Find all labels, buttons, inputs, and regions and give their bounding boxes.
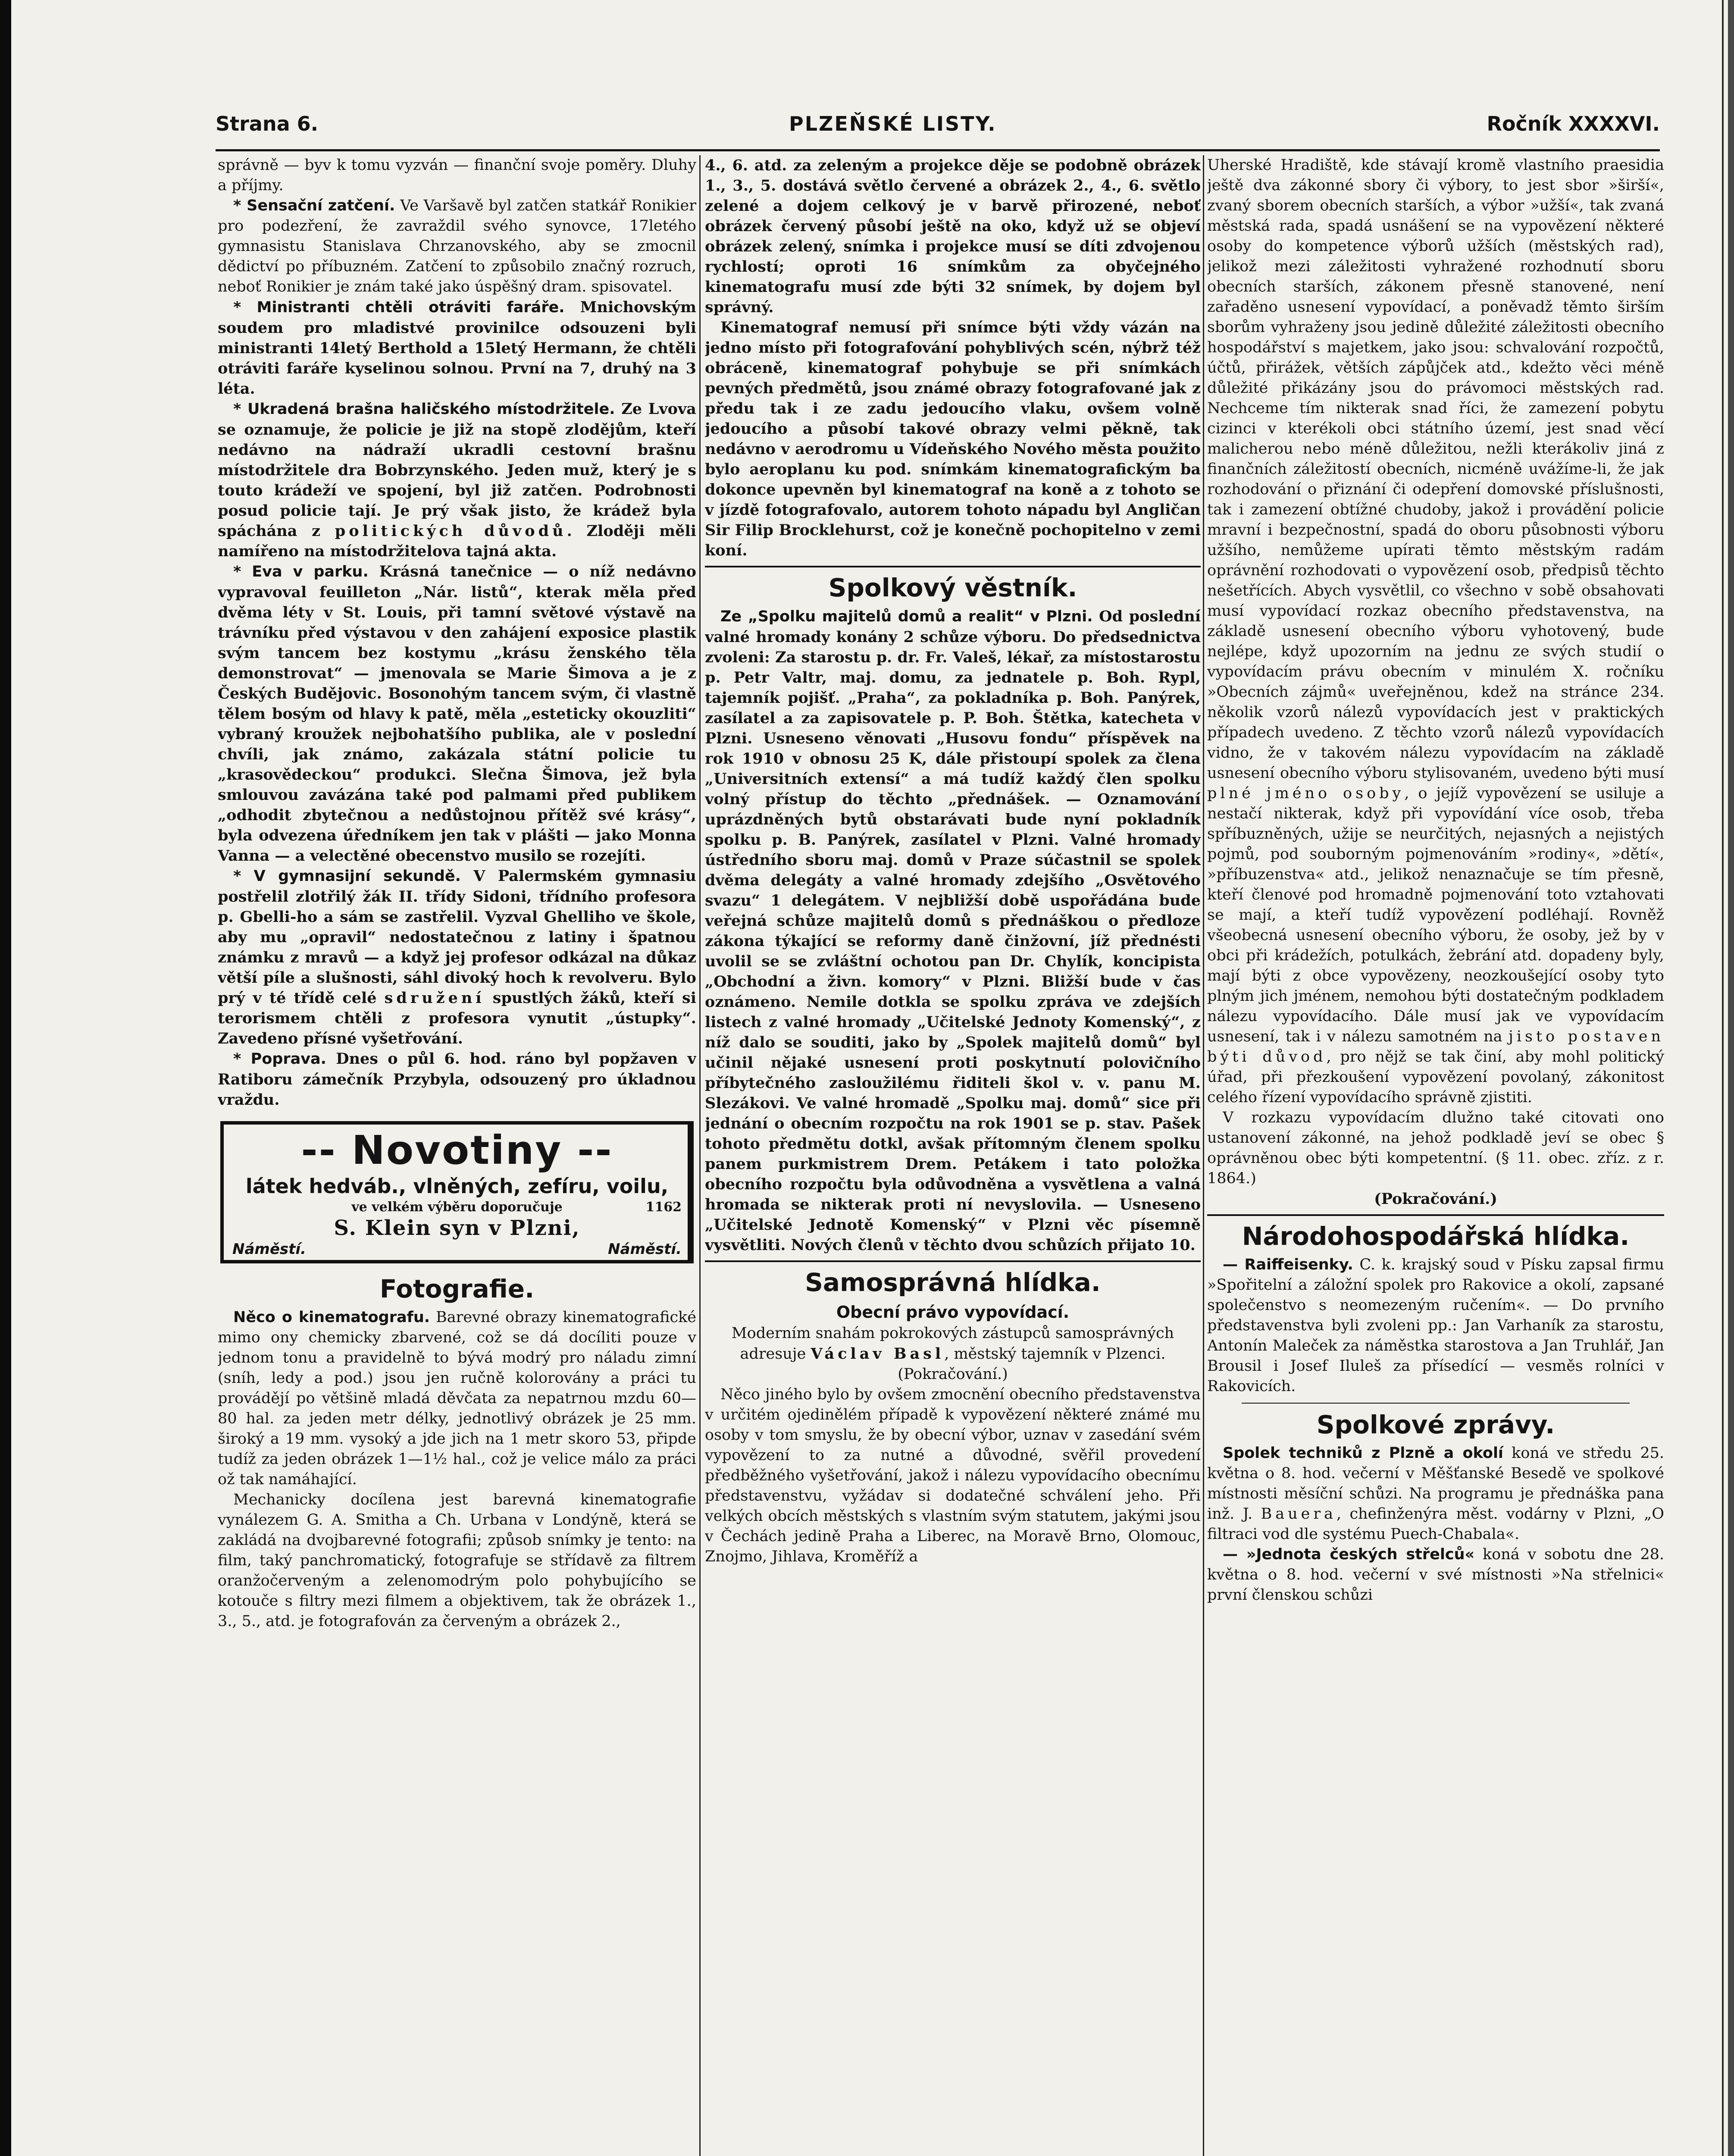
article-gymnasijni-sekunda: [218, 866, 696, 1049]
article-text: Ze Lvova se oznamuje, že policie je již na stopě zlodějům, kteří nedávno na nádraží ukradli cestovní brašnu místodržitele dra Bobrzynského. Jeden muž, který je s touto krádeží ve spojení, byl již zatčen. Podrobnosti posud policie tají. Je prý však jisto, že krádež byla spáchána z: [218, 400, 696, 540]
ad-line: látek hedváb., vlněných, zefíru, voilu,: [245, 1175, 669, 1198]
article-raiffeisenky: [1207, 1255, 1664, 1397]
section-title-fotografie: Fotografie.: [379, 1274, 535, 1304]
article-eva-v-parku: [218, 561, 696, 866]
column-rule-2: [1203, 155, 1204, 2156]
article-spolek-techniku: [1207, 1443, 1664, 1545]
section-rule: [705, 566, 1201, 567]
page-number: Strana 6.: [216, 112, 319, 135]
article-obecni-pravo: Něco jiného bylo by ovšem zmocnění obecního představenstva v určitém ojedinělém případě k vypovězení některé známé mu osoby v tom smyslu, že by obecní výbor, uznav v zasedání svém vypovězení to za nutné a důvodné, svěřil provedení předběžného vyšetřování, jakož i nálezu vypovídacího obecnímu představenstvu, vyžádav si dodatečné schválení jeho. Při velkých obcích městských s vlastním svým statutem, jakými jsou v Čechách jedině Praha a Liberec, na Moravě Brno, Olomouc, Znojmo, Jihlava, Kroměříž a: [705, 1386, 1201, 1565]
article-kinematograf-cont: 4., 6. atd. za zeleným a projekce děje se podobně obrázek 1., 3., 5. dostává světlo červené a obrázek 2., 4., 6. světlo zelené a dojem celkový je v barvě přirozené, neboť obrázek červený působí ještě na oko, když už se objeví obrázek zelený, snímka i projekce musí se díti zdvojenou rychlostí; oproti 16 snímkům za obyčejného kinematografu musí zde býti 32 snímek, by dojem byl správný.: [705, 157, 1201, 316]
author-name: Václav Basl: [811, 1345, 945, 1363]
spaced-text: sdružení: [384, 989, 485, 1007]
continuation-note: (Pokračování.): [898, 1366, 1008, 1383]
article-text: Mnichovským soudem pro mladistvé provinilce odsouzeni byli ministranti 14letý Berthold a 15letý Hermann, že chtěli otráviti faráře kyselinou solnou. První na 7, druhý na 3 léta.: [218, 298, 696, 398]
section-rule: [705, 1260, 1201, 1262]
ad-footer-left: Náměstí.: [232, 1241, 306, 1258]
article-heading: * Poprava.: [233, 1050, 326, 1068]
article-heading: Ze „Spolku majitelů domů a realit“ v Plzni.: [720, 608, 1093, 625]
advertisement-novotiny: [220, 1121, 694, 1263]
column-rule-1: [699, 155, 701, 2156]
article-heading: * V gymnasijní sekundě.: [233, 868, 461, 885]
article-spolek-majitelu: [705, 606, 1201, 1255]
article-heading: * Sensační zatčení.: [233, 197, 395, 214]
column-2: [705, 155, 1201, 2156]
article-heading: — Raiffeisenky.: [1223, 1256, 1353, 1273]
article-subtitle: Obecní právo vypovídací.: [836, 1303, 1070, 1322]
article-obecni-pravo-end: V rozkazu vypovídacím dlužno také citovati ono ustanovení zákonné, na jehož podkladě jeví se obec § oprávněnou obec býti kompetentní. (§ 11. obec. zříz. z r. 1864.): [1207, 1109, 1664, 1187]
article-kinematograf-cont-2: Kinematograf nemusí při snímce býti vždy vázán na jedno místo při fotografování pohyblivých scén, nýbrž též obráceně, kinematograf pohybuje se při snímkách pevných předmětů, jsou známé obrazy fotografované jak z předu tak i ze zadu jedoucího vlaku, ovšem volně jedoucího a působí takové obrazy velmi pěkně, tak nedávno v aerodromu u Vídeňského Nového města použito bylo aeroplanu ku pod. snímkám kinematografickým ba dokonce upevněn byl kinematograf na koně a z tohoto se v jízdě fotografovalo, autorem tohoto nápadu byl Angličan Sir Filip Brocklehurst, což je konečně pochopitelno v zemi koní.: [705, 319, 1201, 559]
scan-edge-left: [0, 0, 11, 2156]
ad-footer: [232, 1240, 682, 1258]
article-heading: * Eva v parku.: [233, 563, 369, 580]
article-text: Ve Varšavě byl zatčen statkář Ronikier pro podezření, že zavraždil svého synovce, 17letého gymnasistu Stanislava Chrzanovského, aby se zmocnil dědictví po příbuzném. Zatčení to způsobilo značný rozruch, neboť Ronikier je znám také jako úspěšný dram. spisovatel.: [218, 197, 696, 295]
spaced-text: jisto postaven býti důvod: [1207, 1028, 1664, 1065]
volume-number: Ročník XXXXVI.: [1487, 112, 1660, 135]
article-sensacni-zatceni: [218, 196, 696, 297]
article-continuation: správně — byv k tomu vyzván — finanční svoje poměry. Dluhy a příjmy.: [218, 157, 696, 194]
ad-title: -- Novotiny --: [301, 1127, 613, 1173]
article-text: , o jejíž vypovězení se usiluje a nestačí nikterak, když při vypovídání více osob, třeba spříbuzněných, užije se neurčitých, nejasných a nejistých pojmů, pod souborným pojmenováním »rodiny«, »dětí«, »příbuzenstva« atd., jelikož nenaznačuje se tím přesně, kteří členové pod hromadně pojmenování toto vztahovati se mají, a kteří tudíž vypovězení podléhají. Rovněž všeobecná usnesení obecního výboru, že osoby, jež by v obci při krádežích, potulkách, žebrání atd. dopadeny byly, mají býti z obce vypovězeny, neozkoušející osoby tyto plným jich jménem, nemohou býti dostatečným podkladem nálezu vypovídacího. Dále musí jak ve vypovídacím usnesení, tak i v nálezu samotném na: [1207, 785, 1664, 1045]
section-title-narodohospodarska: Národohospodářská hlídka.: [1242, 1222, 1630, 1251]
article-intro: [705, 1323, 1201, 1364]
article-heading: * Ministranti chtěli otráviti faráře.: [233, 299, 565, 316]
ad-recommend: ve velkém výběru doporučuje: [351, 1200, 563, 1215]
scan-edge-right-line: [1722, 0, 1724, 2156]
article-heading: Spolek techniků z Plzně a okolí: [1223, 1445, 1503, 1462]
article-kinematograf-2: Mechanicky docílena jest barevná kinematografie vynálezem G. A. Smitha a Ch. Urbana v Londýně, která se zakládá na dvojbarevné fotografii; způsob snímky je tento: na film, taký panchromatický, fotografuje se střídavě za filtrem oranžočerveným a zelenomodrým polo pohybujícího se kotouče s filtry mezi filmem a objektivem, tak že obrázek 1., 3., 5., atd. je fotografován za červeným a obrázek 2.,: [218, 1491, 696, 1630]
article-heading: Něco o kinematografu.: [233, 1309, 430, 1326]
article-heading: * Ukradená brašna haličského místodržitele.: [233, 401, 615, 418]
article-text: Krásná tanečnice — o níž nedávno vypravoval feuilleton „Nár. listů“, kterak měla před dvěma léty v St. Louis, při tamní světové výstavě na trávníku před výstavou v den zahájení exposice plastik svým tancem bez kostymu „krásu ženského těla demonstrovat“ — jmenovala se Marie Šimova a je z Českých Budějovic. Bosonohým tancem svým, či vlastně tělem bosým od hlavy k patě, měla „esteticky okouzliti“ vybraný kroužek nejbohatšího publika, ale v poslední chvíli, jak známo, zakázala státní policie tu „krasovědeckou“ produkci. Slečna Šimova, jež byla smlouvou zavázána také pod palmami před publikem „odhodit zbytečnou a nedůstojnou přítěž své krásy“, byla odvezena úředníkem jen tak v plášti — jako Monna Vanna — a velectěné obecenstvo musilo se rozejíti.: [218, 563, 696, 865]
article-text: C. k. krajský soud v Písku zapsal firmu »Spořitelní a záložní spolek pro Rakovice a okolí, zapsané společenstvo s neomezeným ručením«. — Do prvního představenstva byli zvoleni pp.: Jan Varhaník za starostu, Antonín Maleček za náměstka starostova a Jan Truhlář, Jan Brousil i Josef Iluleš za přísedící — vesměs rolníci v Rakovicích.: [1207, 1256, 1664, 1395]
person-name: Bauera: [1261, 1505, 1336, 1523]
article-text: V Palermském gymnasiu postřelil zlotřilý žák II. třídy Sidoni, třídního profesora p. Gbelli-ho a sám se zastřelil. Vyzval Ghelliho ve škole, aby mu „opravil“ nedostatečnou z latiny i špatnou známku z mravů — a když jej profesor odkázal na důkaz větší píle a slušnosti, sáhl divoký hoch k revolveru. Bylo prý v té třídě celé: [218, 867, 696, 1007]
newspaper-title: PLZEŇSKÉ LISTY.: [789, 112, 997, 135]
article-text: koná v sobotu dne 28. května o 8. hod. večerní v své místnosti »Na střelnici« první členskou schůzi: [1207, 1546, 1664, 1604]
header-rule: [216, 149, 1660, 151]
column-3: [1207, 155, 1664, 2156]
section-title-spolkove-zpravy: Spolkové zprávy.: [1316, 1410, 1555, 1439]
article-text: Dnes o půl 6. hod. ráno byl popžaven v Ratiboru zámečník Przybyla, odsouzený pro úkladnou vraždu.: [218, 1050, 696, 1109]
section-title-samospravna-hlidka: Samosprávná hlídka.: [805, 1268, 1101, 1297]
article-heading: — »Jednota českých střelců«: [1223, 1546, 1475, 1563]
article-ministranti: [218, 297, 696, 399]
article-text-end: spustlých žáků, kteří si terorismem chtěli z profesora vynutit „ústupky“. Zavedeno přísné vyšetřování.: [218, 989, 696, 1047]
page-header: [216, 112, 1660, 147]
scan-edge-right: [1728, 0, 1734, 2156]
section-rule-short: [1242, 1403, 1630, 1404]
article-ukradena-brasna: [218, 399, 696, 561]
article-text: , pro nějž se tak činí, aby mohl politický úřad, při přezkoušení vypovězení povolaný, zákonitost celého řízení vypovídacího správně zjistiti.: [1207, 1048, 1664, 1106]
ad-side-bar: [688, 1125, 694, 1260]
article-kinematograf: [218, 1307, 696, 1490]
ad-brand: S. Klein syn v Plzni,: [334, 1216, 580, 1240]
spaced-text: plné jméno osoby: [1207, 785, 1405, 802]
ad-number: 1162: [645, 1200, 682, 1215]
section-title-spolkovy-vestnik: Spolkový věstník.: [828, 573, 1077, 602]
article-text-end: . Zloději měli namířeno na místodržitelova tajná akta.: [218, 522, 696, 560]
article-poprava: [218, 1049, 696, 1110]
section-rule: [1207, 1214, 1664, 1216]
intro-text: Moderním snahám pokrokových zástupců samosprávných adresuje: [731, 1325, 1174, 1363]
column-1: [218, 155, 696, 2156]
article-obecni-pravo-cont: [1207, 155, 1664, 1108]
article-jednota-strelcu: [1207, 1545, 1664, 1605]
article-text: Uherské Hradiště, kde stávají kromě vlastního praesidia ještě dva zákonné sbory či výbory, to jest sbor »širší«, zvaný sborem obecních starších, a výbor »užší«, tak zvaná městská rada, spadá usnášení se na vypovězení některé osoby do kompetence výborů užších (městských rad), jelikož mezi záležitosti vyhražené rozhodnutí sboru obecních starších, zákonem přesně stanovené, není zařaděno usnesení vypovídací, a poněvadž těmto širším sborům vyhraženy jsou jedině důležité záležitosti obecního hospodářství s majetkem, jako jsou: schvalování rozpočtů, účtů, přirážek, větších zápůjček atd., kdežto věci méně důležité přikázány jsou do právomoci městských rad. Nechceme tím nikterak snad říci, že zamezení pobytu cizinci v kterékoli obci státního území, jest snad věcí malicherou nebo méně důležitou, nežli kterákoliv jiná z finančních záležitostí obecních, nicméně uvážíme-li, že jak rozhodování o přiznání či odepření domovské příslušnosti, tak i zamezení obtížné chudoby, jakož i provádění policie mravní i bezpečnostní, spadá do oboru působnosti výboru užšího, nemůžeme upírati těmto městským radám oprávnění rozhodovati o vypovězení osob, předpisů těchto nešetřících. Abych vysvětlil, co všechno v sobě obsahovati musí vypovídací rozkaz obecního představenstva, na základě usnesení obecního výboru vyhotovený, bude nejlépe, když upozorním na jednu ze svých studií o vypovídacím právu obecním v minulém X. ročníku »Obecních zájmů« uveřejněnou, kdež na stránce 234. několik vzorů nálezů vypovídacích jest v praktických případech uvedeno. Z těchto vzorů nálezů vypovídacích vidno, že v takovém nálezu vypovídacím na základě usnesení obecního výboru stylisovaném, uvedeno býti musí: [1207, 157, 1664, 782]
article-text: koná ve středu 25. května o 8. hod. večerní v Měšťanské Besedě ve spolkové místnosti měsíční schůzi. Na programu je přednáška pana inž. J.: [1207, 1445, 1664, 1523]
intro-text-end: , městský tajemník v Plzenci.: [944, 1345, 1166, 1363]
article-text-end: , chefinženýra měst. vodárny v Plzni, „O filtraci vod dle systému Puech-Chabala«.: [1207, 1505, 1664, 1543]
article-text: Barevné obrazy kinematografické mimo ony chemicky zbarvené, což se dá docíliti pouze v jednom tonu a pravidelně to bývá modrý pro náladu zimní (sníh, ledy a pod.) jsou jen ručně kolorovány a práci tu provádějí po většině mladá děvčata za nepatrnou mzdu 60—80 hal. za jeden metr délky, jednotlivý obrázek je 25 mm. široký a 19 mm. vysoký a jde jich na 1 metr skoro 53, připde tudíž za jeden obrázek 1—1½ hal., což je velice málo za práci ož tak namáhající.: [218, 1309, 696, 1488]
spaced-text: politických důvodů: [335, 522, 567, 540]
ad-footer-right: Náměstí.: [608, 1241, 682, 1258]
continuation-note: (Pokračování.): [1374, 1190, 1497, 1208]
ad-small-line: [232, 1199, 682, 1216]
article-text: Od poslední valné hromady konány 2 schůze výboru. Do předsednictva zvoleni: Za starostu p. dr. Fr. Valeš, lékař, za místostarostu p. Petr Valtr, maj. domu, za jednatele p. Boh. Rypl, tajemník pojišť. „Praha“, za pokladníka p. Boh. Panýrek, zasílatel a za zapisovatele p. P. Boh. Štětka, katecheta v Plzni. Usneseno věnovati „Husovu fondu“ příspěvek na rok 1910 v obnosu 25 K, dále přistoupí spolek za člena „Universitních extensí“ a má tudíž každý člen spolku volný přístup do těchto „přednášek. — Oznamování uprázdněných bytů obstarávati bude nyní pokladník spolku p. B. Panýrek, zasílatel v Plzni. Valné hromady ústředního sboru maj. domů v Praze súčastnil se spolek dvěma delegáty a valné hromady zdejšího „Osvětového svazu“ 1 delegátem. V nejbližší době uspořádána bude veřejná schůze majitelů domů s přednáškou o předloze zákona týkající se reformy daně činžovní, jíž přednésti uvolil se se zvláštní ochotou pan Dr. Chylík, koncipista „Obchodní a živn. komory“ v Plzni. Bližší bude v čas oznámeno. Nemile dotkla se spolku zpráva ve zdejších listech z valné hromady „Učitelské Jednoty Komenský“, z níž dalo se souditi, jako by „Spolek majitelů domů“ byl učinil nějaké usnesení proti poskytnutí polovičního příbytečného zasloužilému řiditeli škol v. v. panu M. Slezákovi. Ve valné hromadě „Spolku maj. domů“ sice při jednání o obecním rozpočtu na rok 1901 se p. stav. Pašek tohoto předmětu dotkl, avšak přítomným členem spolku panem purkmistrem Drem. Petákem i tato položka obecního rozpočtu byla odůvodněna a vysvětlena a valná hromada se nikterak proti ní nevyslovila. — Usneseno „Učitelské Jednotě Komenský“ v Plzni věc písemně vysvětliti. Nových členů v těchto dvou schůzích přijato 10.: [705, 608, 1201, 1254]
